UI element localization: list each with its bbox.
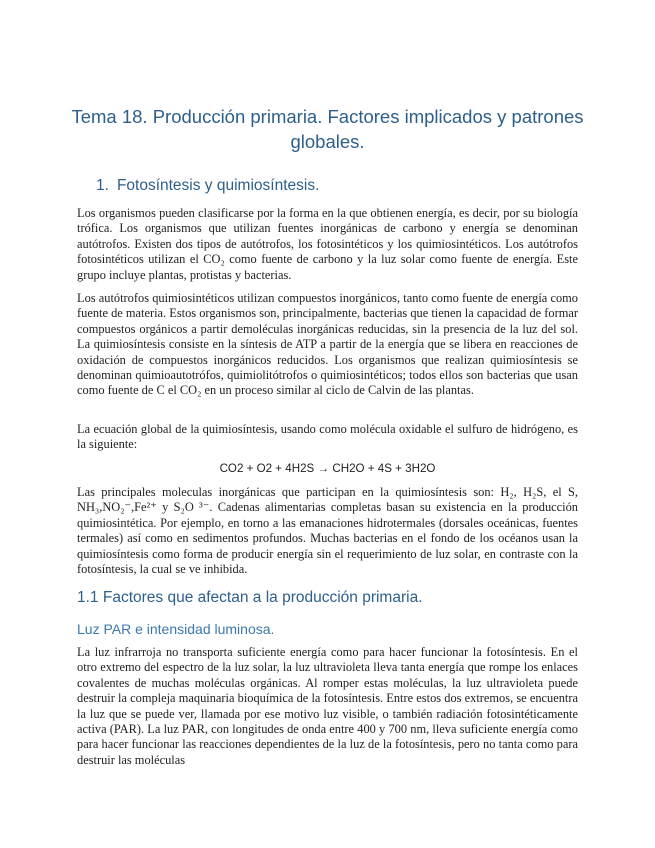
page-title: Tema 18. Producción primaria. Factores implicados y patrones globales.: [71, 106, 584, 152]
paragraph-moleculas-inorganicas: Las principales moleculas inorgánicas que participan en la quimiosíntesis son: H₂, H₂S, el S, NH₃,NO₂⁻,Fe²⁺ y S₂O ³⁻. Cadenas alimentarias completas basan su existencia en la producción quimiosintética. Por ejemplo, en torno a las emanaciones hidrotermales (dorsales oceánicas, fuentes termales) así como en sedimentos profundos. Muchas bacterias en el fondo de los océanos usan la quimiosíntesis como forma de producir energía sin el requerimiento de luz solar, en contraste con la fotosíntesis, la cual se ve inhibida.: [77, 485, 578, 577]
section-number: 1.: [96, 177, 109, 194]
paragraph-luz-par: La luz infrarroja no transporta suficiente energía como para hacer funcionar la fotosíntesis. En el otro extremo del espectro de la luz solar, la luz ultravioleta lleva tanta energía que rompe los enlaces covalentes de muchas moléculas orgánicas. Al romper estas moléculas, la luz ultravioleta puede destruir la compleja maquinaria bioquímica de la fotosíntesis. Entre estos dos extremos, se encuentra la luz que se puede ver, llamada por ese motivo luz visible, o también radiación fotosintéticamente activa (PAR). La luz PAR, con longitudes de onda entre 400 y 700 nm, lleva suficiente energía como para hacer funcionar las reacciones dependientes de la luz de la fotosíntesis, pero no tanta como para destruir las moléculas: [77, 645, 578, 767]
chemical-equation: CO2 + O2 + 4H2S → CH2O + 4S + 3H2O: [219, 462, 436, 475]
subsection-heading-luz-par: Luz PAR e intensidad luminosa.: [77, 621, 275, 637]
section-heading-1: [96, 177, 319, 195]
paragraph-ecuacion-intro: La ecuación global de la quimiosíntesis, usando como molécula oxidable el sulfuro de hidrógeno, es la siguiente:: [77, 422, 578, 452]
section-heading-1-1: 1.1 Factores que afectan a la producción primaria.: [77, 589, 423, 606]
section-title: Fotosíntesis y quimiosíntesis.: [116, 177, 320, 194]
paragraph-autotrofos: Los organismos pueden clasificarse por la forma en la que obtienen energía, es decir, por su biología trófica. Los organismos que utilizan fuentes inorgánicas de carbono y energía se denominan autótrofos. Existen dos tipos de autótrofos, los fotosintéticos y los quimiosintéticos. Los autótrofos fotosintéticos utilizan el CO₂ como fuente de carbono y la luz solar como fuente de energía. Este grupo incluye plantas, protistas y bacterias.: [77, 206, 578, 282]
paragraph-quimiosinteticos: Los autótrofos quimiosintéticos utilizan compuestos inorgánicos, tanto como fuente de energía como fuente de materia. Estos organismos son, principalmente, bacterias que tienen la capacidad de formar compuestos orgánicos a partir demoléculas inorgánicas reducidas, sin la presencia de la luz del sol. La quimiosíntesis consiste en la síntesis de ATP a partir de la energía que se libera en reacciones de oxidación de compuestos inorgánicos reducidos. Los organismos que realizan quimiosíntesis se denominan quimioautotrófos, quimiolitótrofos o quimiosintéticos; todos ellos son bacterias que usan como fuente de C el CO₂ en un proceso similar al ciclo de Calvin de las plantas.: [77, 291, 578, 398]
